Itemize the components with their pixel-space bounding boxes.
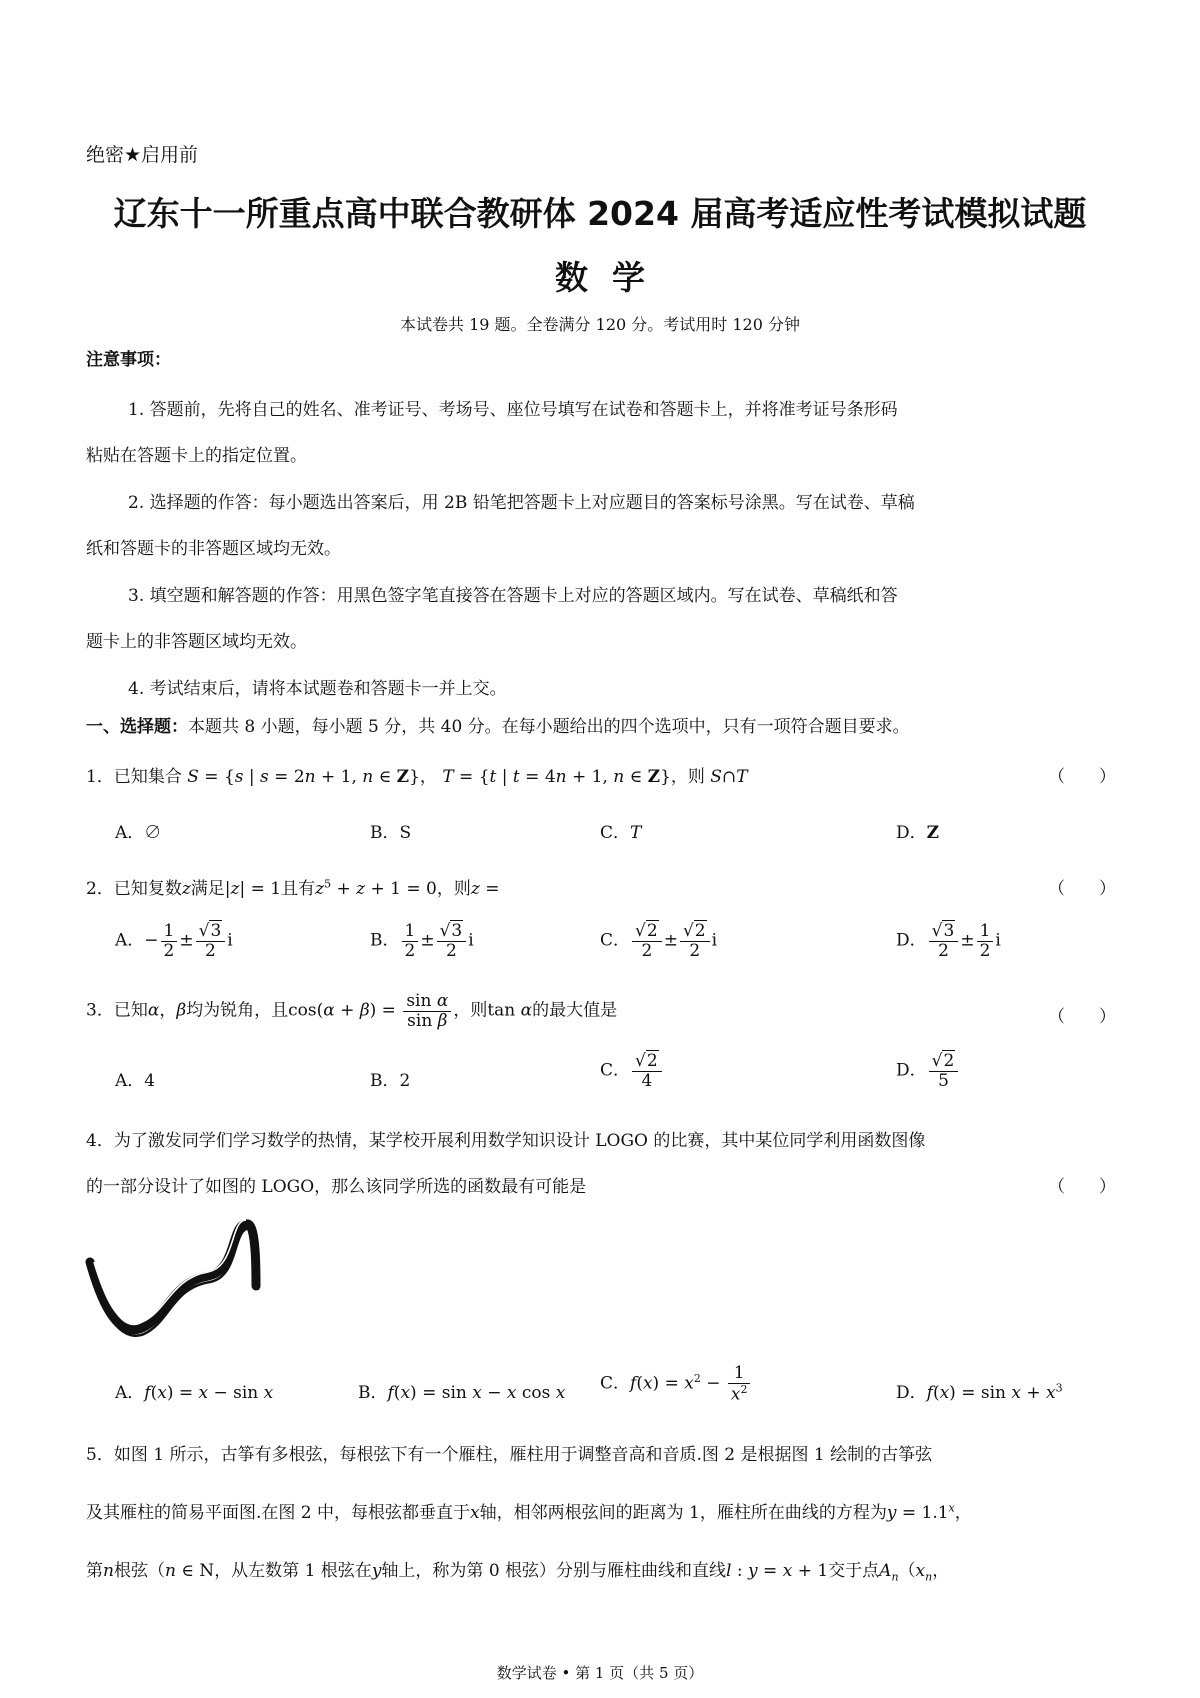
question-3: 3．已知α，β均为锐角，且cos(α + β) = $\frac{\text{sin α}}{\text{sin β}}$ ，则tan α的最大值是 [86, 991, 618, 1031]
q3-option-b: B．2 [370, 1071, 411, 1091]
notice-item-3-cont: 题卡上的非答题区域均无效。 [86, 632, 307, 652]
q4-option-a: A．f(x) = x − sin x [115, 1383, 274, 1403]
question-5-line-1: 5．如图 1 所示，古筝有多根弦，每根弦下有一个雁柱，雁柱用于调整音高和音质.图 2 是根据图 1 绘制的古筝弦 [86, 1445, 933, 1465]
section-label: 一、选择题： [86, 717, 188, 737]
q2-option-d: D． $\frac{√3}{2}$ ± $\frac{1}{2}$ i [896, 921, 1001, 961]
question-4-line-2: 的一部分设计了如图的 LOGO，那么该同学所选的函数最有可能是 [86, 1177, 587, 1197]
notice-item-4: 4. 考试结束后，请将本试题卷和答题卡一并上交。 [128, 679, 507, 699]
answer-bracket-2: （ ） [1048, 879, 1116, 899]
question-1: 1．已知集合 S = {s | s = 2n + 1, n ∈ Z}， T = {t | t = 4n + 1, n ∈ Z}，则 S∩T [86, 767, 748, 787]
q1-option-b: B．S [370, 823, 412, 843]
notice-heading: 注意事项： [86, 350, 171, 370]
q4-option-c: C．$f(x) = x^2$ − $\frac{1}{x^2}$ [600, 1364, 752, 1404]
question-4-line-1: 4．为了激发同学们学习数学的热情，某学校开展利用数学知识设计 LOGO 的比赛，其中某位同学利用函数图像 [86, 1131, 926, 1151]
question-5-line-2: 及其雁柱的简易平面图.在图 2 中，每根弦都垂直于x轴，相邻两根弦间的距离为 1，雁柱所在曲线的方程为$y = 1.1^x$， [86, 1501, 972, 1523]
notice-item-2-cont: 纸和答题卡的非答题区域均无效。 [86, 539, 341, 559]
q2-option-b: B． $\frac{1}{2}$ ± $\frac{√3}{2}$ i [370, 921, 474, 961]
q3-option-a: A．4 [115, 1071, 156, 1091]
q2-option-c: C． $\frac{√2}{2}$ ± $\frac{√2}{2}$ i [600, 921, 718, 961]
confidential-mark: 绝密★启用前 [86, 144, 199, 166]
q1-option-d: D．Z [896, 823, 940, 843]
page-footer: 数学试卷 • 第 1 页（共 5 页） [496, 1664, 704, 1682]
q3-option-c: C． $\frac{√2}{4}$ [600, 1052, 664, 1090]
exam-title: 辽东十一所重点高中联合教研体 2024 届高考适应性考试模拟试题 [113, 194, 1087, 233]
answer-bracket-3: （ ） [1048, 1007, 1116, 1027]
section-desc: 本题共 8 小题，每小题 5 分，共 40 分。在每小题给出的四个选项中，只有一项符合题目要求。 [188, 717, 910, 737]
question-5-line-3: 第n根弦（n ∈ N，从左数第 1 根弦在y轴上，称为第 0 根弦）分别与雁柱曲线和直线l : y = x + 1交于点$A_n(x_n$， [86, 1561, 950, 1584]
q3-option-d: D． $\frac{√2}{5}$ [896, 1052, 960, 1090]
notice-item-1-cont: 粘贴在答题卡上的指定位置。 [86, 446, 307, 466]
q2-option-a: A．− $\frac{1}{2}$ ± $\frac{√3}{2}$ i [115, 921, 233, 961]
notice-item-2: 2. 选择题的作答：每小题选出答案后，用 2B 铅笔把答题卡上对应题目的答案标号涂黑。写在试卷、草稿 [128, 493, 915, 513]
notice-item-1: 1. 答题前，先将自己的姓名、准考证号、考场号、座位号填写在试卷和答题卡上，并将准考证号条形码 [128, 400, 898, 420]
q1-option-c: C．T [600, 823, 642, 843]
q4-option-d: D．$f(x) = \sin x + x^3$ [896, 1381, 1063, 1403]
answer-bracket-4: （ ） [1048, 1177, 1116, 1197]
subject-title: 数学 [555, 258, 669, 297]
logo-curve-figure [80, 1210, 270, 1340]
exam-info: 本试卷共 19 题。全卷满分 120 分。考试用时 120 分钟 [400, 315, 800, 334]
answer-bracket-1: （ ） [1048, 767, 1116, 787]
section-heading [86, 712, 910, 737]
question-2: 2．已知复数z满足|z| = 1且有$z^5 + z + 1 = 0$，则z = [86, 877, 500, 899]
notice-item-3: 3. 填空题和解答题的作答：用黑色签字笔直接答在答题卡上对应的答题区域内。写在试卷、草稿纸和答 [128, 586, 898, 606]
q1-option-a: A．∅ [115, 823, 162, 843]
q4-option-b: B．f(x) = sin x − x cos x [358, 1383, 566, 1403]
